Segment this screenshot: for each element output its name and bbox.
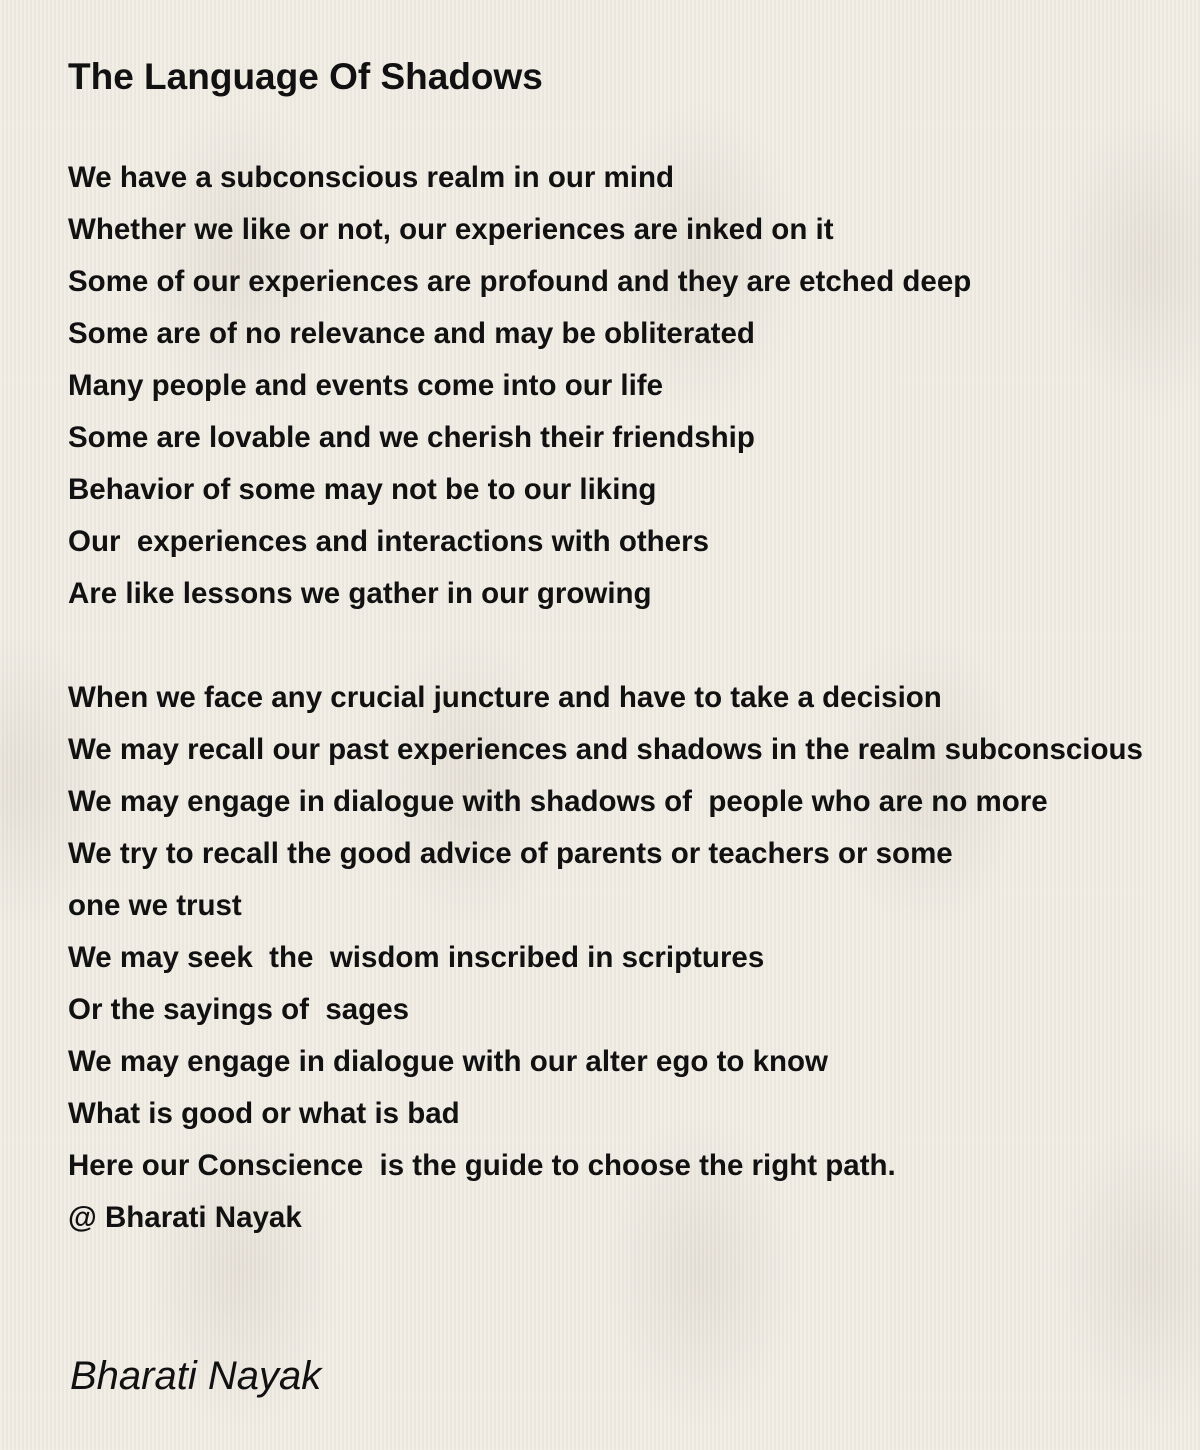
poem-line: Whether we like or not, our experiences are inked on it — [68, 213, 834, 246]
poem-line: Are like lessons we gather in our growing — [68, 577, 652, 610]
poem-line: Some are lovable and we cherish their friendship — [68, 421, 755, 454]
poem-line: Some are of no relevance and may be obliterated — [68, 317, 755, 350]
poem-line: We may recall our past experiences and shadows in the realm subconscious — [68, 733, 1143, 766]
poem-line: What is good or what is bad — [68, 1097, 460, 1130]
stanza-2 — [68, 672, 1200, 1244]
poem-line: When we face any crucial juncture and have to take a decision — [68, 681, 942, 714]
poem-line: We may engage in dialogue with our alter ego to know — [68, 1045, 828, 1078]
poem-line: Here our Conscience is the guide to choose the right path. — [68, 1149, 896, 1182]
poem-line: Many people and events come into our life — [68, 369, 664, 402]
poem-line: We may seek the wisdom inscribed in scriptures — [68, 941, 765, 974]
poem-line: We have a subconscious realm in our mind — [68, 161, 675, 194]
stanza-1 — [68, 152, 1200, 620]
poem-line: Or the sayings of sages — [68, 993, 410, 1026]
poem-line: We may engage in dialogue with shadows of people who are no more — [68, 785, 1048, 818]
poem-body — [68, 152, 1200, 1244]
poem-line: Behavior of some may not be to our liking — [68, 473, 657, 506]
poem-line: We try to recall the good advice of parents or teachers or some — [68, 837, 953, 870]
poem-line: one we trust — [68, 889, 242, 922]
stanza-break — [68, 620, 1200, 672]
poem-title: The Language Of Shadows — [68, 56, 543, 97]
poem-line: Our experiences and interactions with others — [68, 525, 709, 558]
author-name: Bharati Nayak — [70, 1354, 322, 1398]
poem-signature-line: @ Bharati Nayak — [68, 1201, 302, 1234]
poem-line: Some of our experiences are profound and they are etched deep — [68, 265, 972, 298]
